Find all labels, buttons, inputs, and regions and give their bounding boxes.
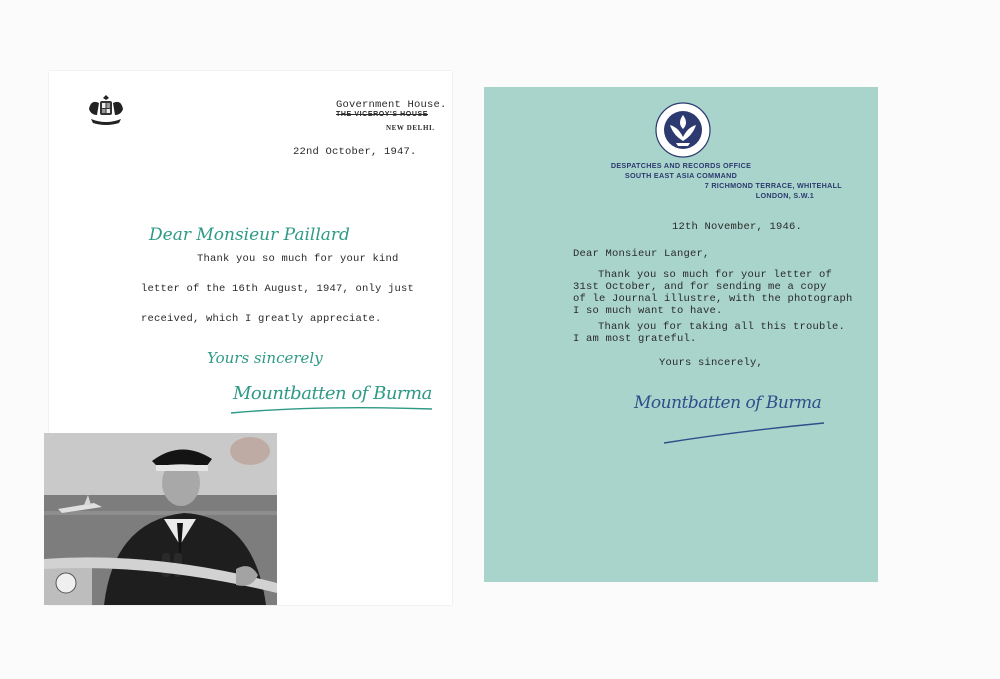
letter-date: 22nd October, 1947. (293, 146, 417, 158)
portrait-image-icon (44, 433, 277, 605)
body-line: 31st October, and for sending me a copy (573, 281, 827, 293)
address-line: Government House. (336, 99, 447, 111)
body-line: I am most grateful. (573, 333, 697, 345)
body-line: Thank you so much for your kind (197, 253, 399, 265)
handwritten-signature: Mountbatten of Burma (634, 393, 822, 413)
letter-south-east-asia-command (484, 87, 878, 582)
closing: Yours sincerely, (659, 357, 764, 369)
body-line: I so much want to have. (573, 305, 723, 317)
royal-crest-icon (85, 93, 127, 127)
address-city: NEW DELHI. (386, 124, 435, 132)
body-line: letter of the 16th August, 1947, only just (141, 283, 415, 295)
signature-underline (227, 403, 437, 417)
body-line: Thank you so much for your letter of (598, 269, 833, 281)
struck-address: THE VICEROY'S HOUSE (336, 111, 429, 118)
office-line: LONDON, S.W.1 (755, 191, 814, 200)
body-line: of le Journal illustre, with the photograph (573, 293, 853, 305)
office-line: DESPATCHES AND RECORDS OFFICE (610, 161, 752, 170)
handwritten-signature: Mountbatten of Burma (233, 383, 432, 404)
office-line: SOUTH EAST ASIA COMMAND (624, 171, 738, 180)
photo-naval-officer (44, 433, 277, 605)
body-line: Thank you for taking all this trouble. (598, 321, 846, 333)
office-line: 7 RICHMOND TERRACE, WHITEHALL (704, 181, 842, 190)
salutation: Dear Monsieur Langer, (573, 248, 710, 260)
body-line: received, which I greatly appreciate. (141, 313, 382, 325)
handwritten-closing: Yours sincerely (207, 349, 323, 367)
letter-date: 12th November, 1946. (672, 221, 803, 233)
phoenix-emblem-icon (654, 101, 712, 159)
signature-underline (660, 417, 830, 447)
handwritten-salutation: Dear Monsieur Paillard (149, 225, 350, 245)
